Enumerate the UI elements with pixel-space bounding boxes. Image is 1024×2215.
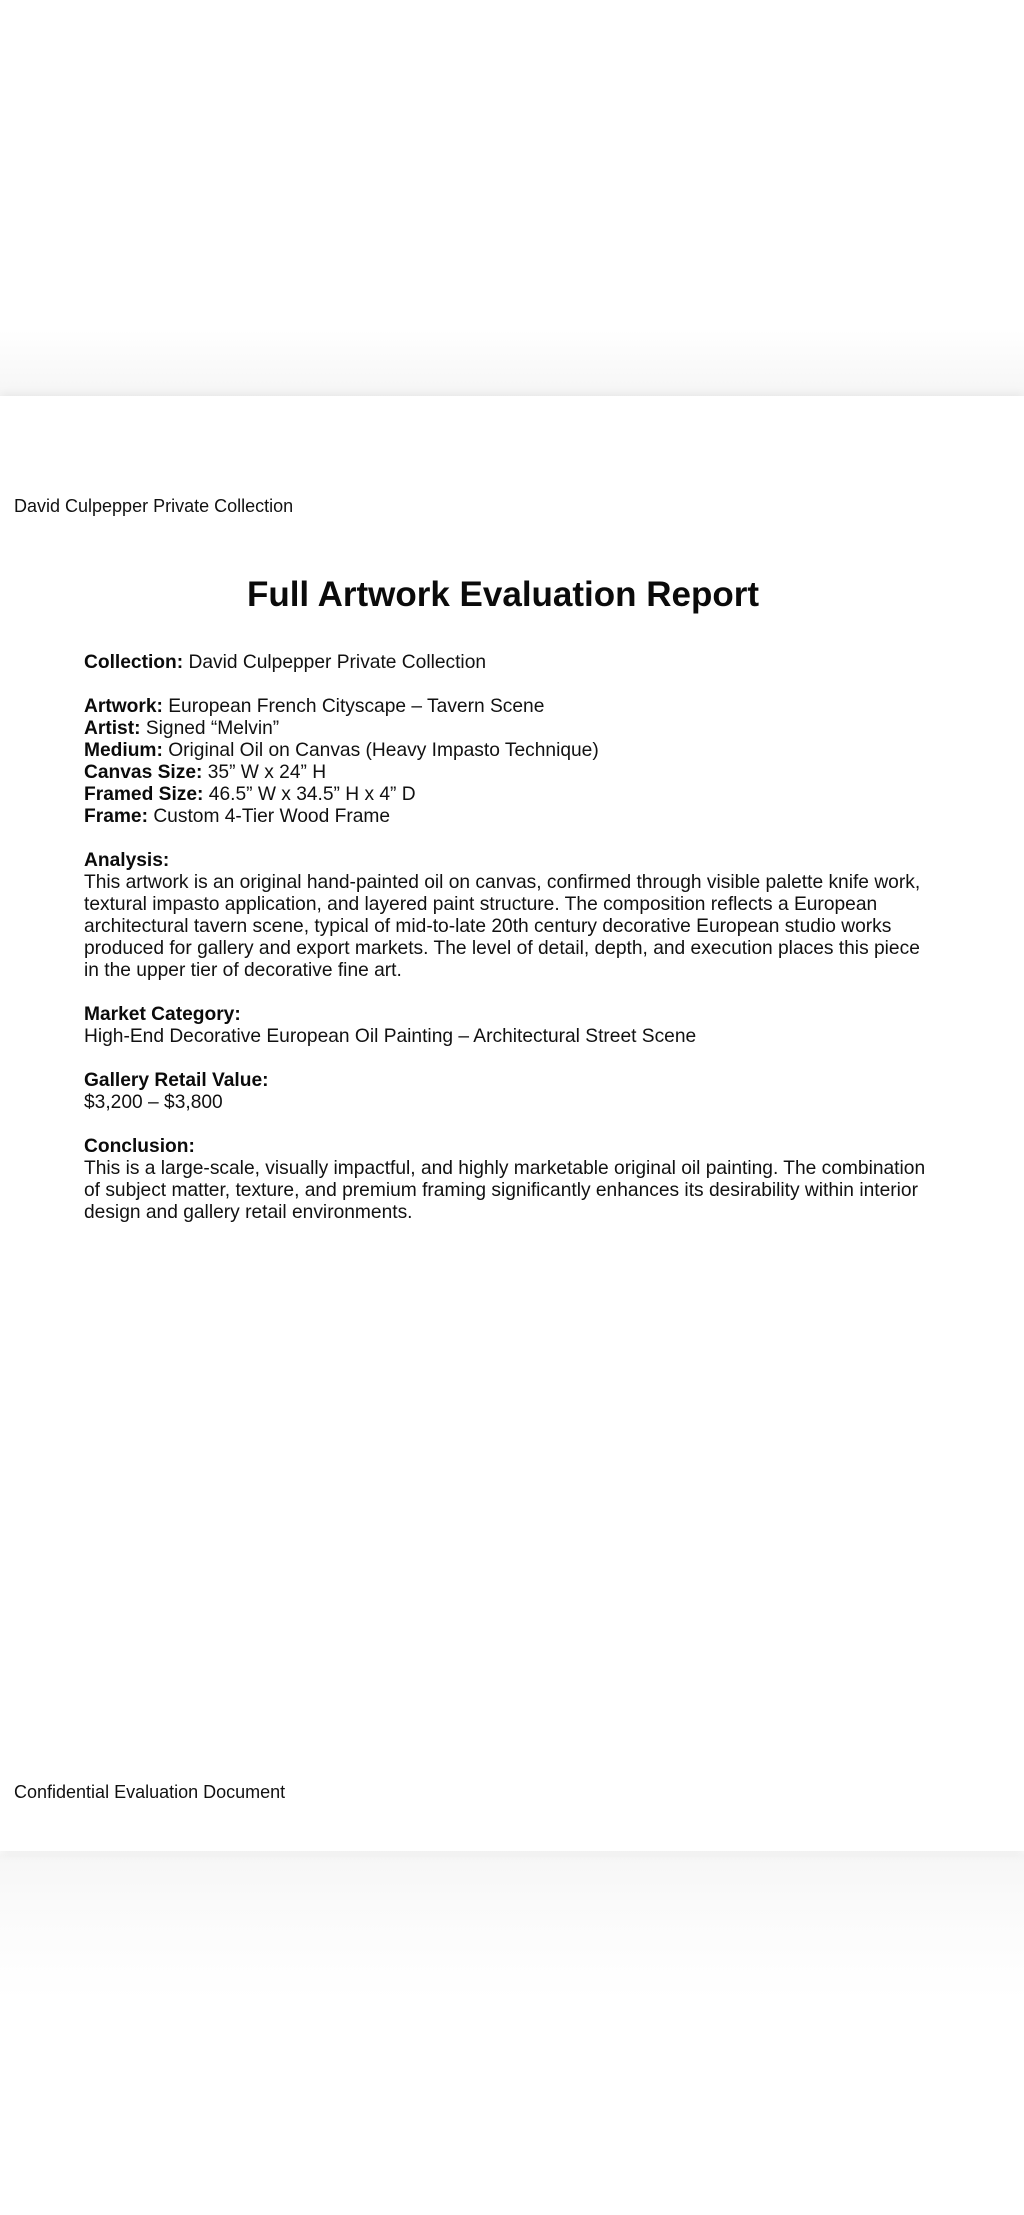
framed-size-label: Framed Size: xyxy=(84,784,204,805)
medium-value: Original Oil on Canvas (Heavy Impasto Technique) xyxy=(168,740,599,761)
collection-label: Collection: xyxy=(84,652,184,673)
report-body xyxy=(84,652,936,1224)
page-header: David Culpepper Private Collection xyxy=(14,496,294,516)
collection-line xyxy=(84,652,936,674)
canvas-size-value: 35” W x 24” H xyxy=(207,762,327,783)
market-category-heading xyxy=(84,1004,936,1026)
framed-size-line xyxy=(84,784,936,806)
frame-label: Frame: xyxy=(84,806,148,827)
conclusion-heading xyxy=(84,1136,936,1158)
collection-value: David Culpepper Private Collection xyxy=(188,652,487,673)
canvas-size-label: Canvas Size: xyxy=(84,762,203,783)
medium-label: Medium: xyxy=(84,740,163,761)
medium-line xyxy=(84,740,936,762)
retail-value-text: $3,200 – $3,800 xyxy=(84,1092,223,1113)
page-footer: Confidential Evaluation Document xyxy=(14,1782,286,1802)
artist-value: Signed “Melvin” xyxy=(145,718,280,739)
market-category-label: Market Category: xyxy=(84,1004,241,1025)
analysis-text: This artwork is an original hand-painted oil on canvas, confirmed through visible palette knife work, textural impasto application, and layered paint structure. The composition reflects a European architectural tavern scene, typical of mid-to-late 20th century decorative European studio works produced for gallery and export markets. The level of detail, depth, and execution places this piece in the upper tier of decorative fine art. xyxy=(84,872,921,981)
framed-size-value: 46.5” W x 34.5” H x 4” D xyxy=(208,784,416,805)
artwork-label: Artwork: xyxy=(84,696,163,717)
market-category-text: High-End Decorative European Oil Painting – Architectural Street Scene xyxy=(84,1026,697,1047)
artist-label: Artist: xyxy=(84,718,141,739)
retail-value-heading xyxy=(84,1070,936,1092)
conclusion-label: Conclusion: xyxy=(84,1136,195,1157)
analysis-heading xyxy=(84,850,936,872)
report-title: Full Artwork Evaluation Report xyxy=(246,575,760,614)
frame-value: Custom 4-Tier Wood Frame xyxy=(153,806,391,827)
artwork-value: European French Cityscape – Tavern Scene xyxy=(168,696,545,717)
document-page xyxy=(0,396,1024,1851)
frame-line xyxy=(84,806,936,828)
canvas-size-line xyxy=(84,762,936,784)
analysis-label: Analysis: xyxy=(84,850,170,871)
artist-line xyxy=(84,718,936,740)
conclusion-text: This is a large-scale, visually impactful, and highly marketable original oil painting. The combination of subject matter, texture, and premium framing significantly enhances its desirability within interior design and gallery retail environments. xyxy=(84,1158,926,1223)
artwork-line xyxy=(84,696,936,718)
retail-value-label: Gallery Retail Value: xyxy=(84,1070,269,1091)
